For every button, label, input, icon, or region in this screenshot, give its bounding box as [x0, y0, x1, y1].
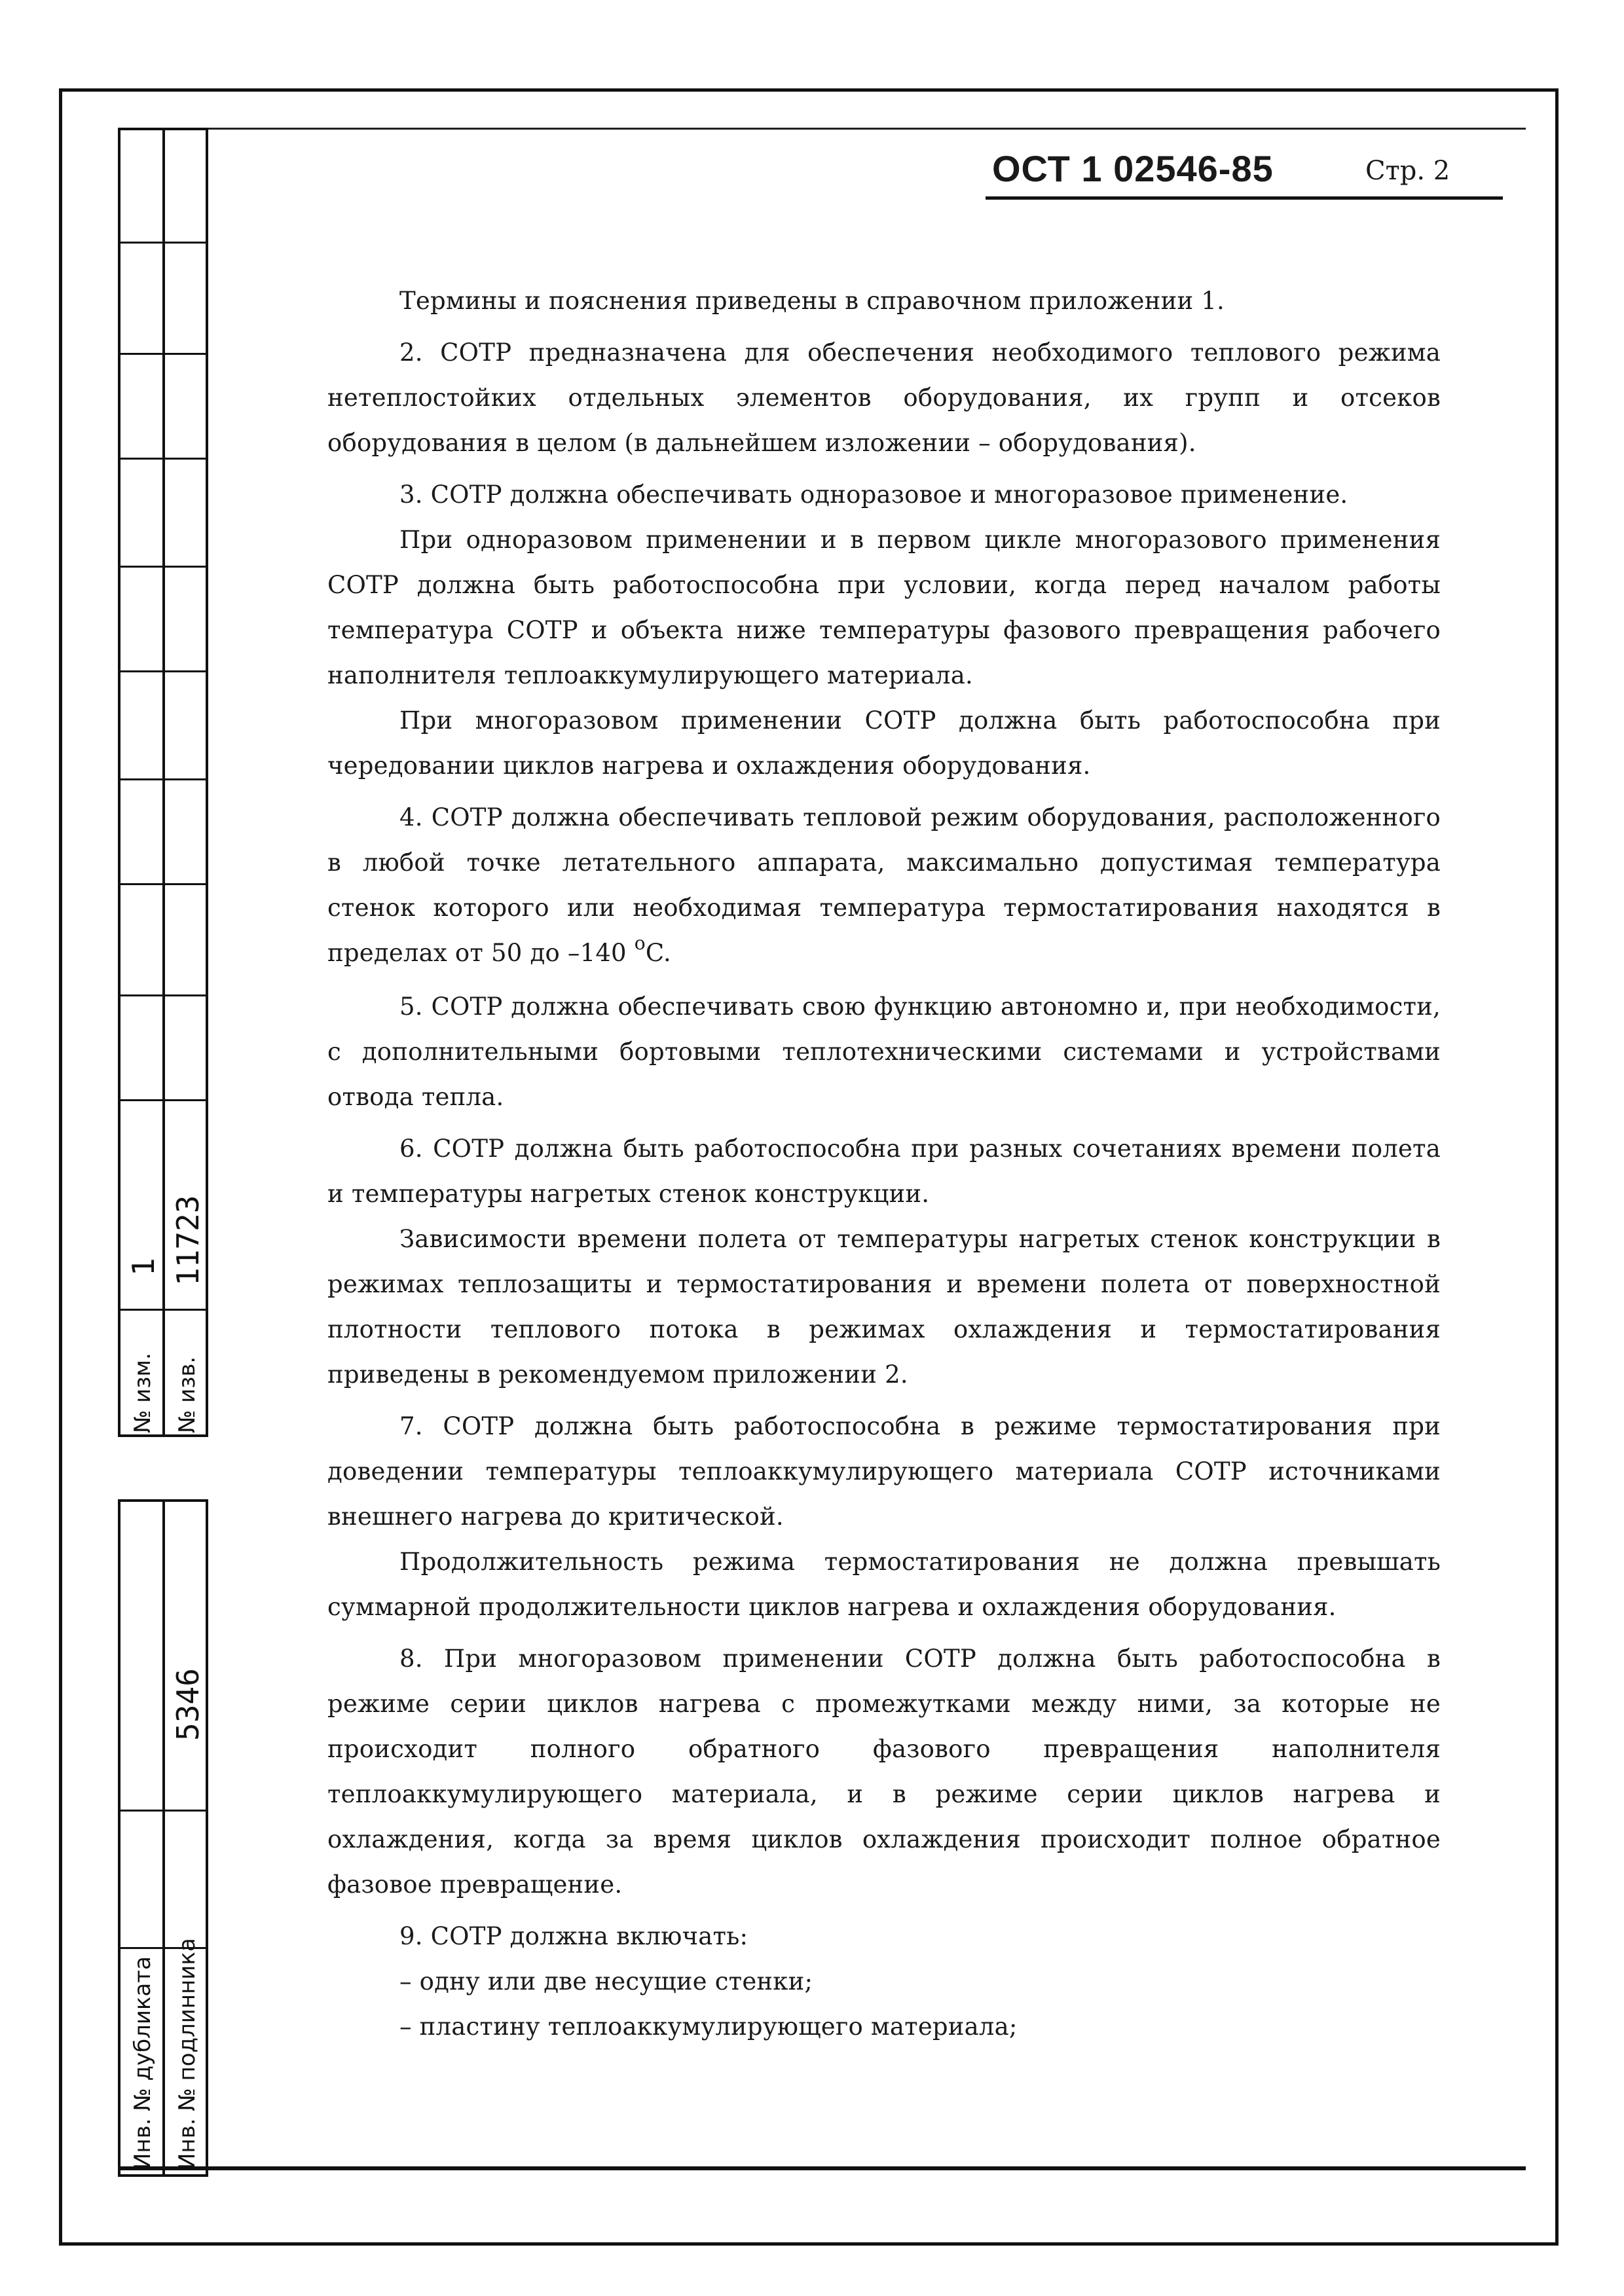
paragraph: 3. СОТР должна обеспечивать одноразовое и многоразовое применение. — [399, 481, 1348, 509]
side-cell — [120, 670, 206, 672]
orig-inv-label: Инв. № подлинника — [174, 1938, 200, 2170]
side-cell — [120, 458, 206, 460]
side-inventory-block — [118, 1499, 208, 2177]
side-divider — [162, 130, 165, 1434]
side-divider — [162, 1502, 165, 2174]
page-number: Стр. 2 — [1365, 156, 1450, 186]
paragraph-text: 4. СОТР должна обеспечивать тепловой режим оборудования, расположенного в любой точке летательного аппарата, максимально допустимая температура стенок которого или необходимая температура термостатирования находятся в пределах от 50 до –140 — [327, 803, 1441, 967]
notice-no-label: № изв. — [174, 1356, 200, 1433]
paragraph: 9. СОТР должна включать: — [399, 1922, 748, 1950]
side-cell — [120, 778, 206, 780]
paragraph: При многоразовом применении СОТР должна быть работоспособна при чередовании циклов нагрева и охлаждения оборудования. — [327, 706, 1441, 780]
paragraph: 6. СОТР должна быть работоспособна при разных сочетаниях времени полета и температуры нагретых стенок конструкции. — [327, 1135, 1441, 1208]
side-cell — [120, 1810, 206, 1812]
paragraph: 5. СОТР должна обеспечивать свою функцию автономно и, при необходимости, с дополнительными бортовыми теплотехническими системами и устройствами отвода тепла. — [327, 993, 1441, 1111]
side-cell — [120, 994, 206, 996]
paragraph — [327, 795, 1441, 977]
notice-no-value: 11723 — [170, 1195, 206, 1286]
paragraph: 2. СОТР предназначена для обеспечения необходимого теплового режима нетеплостойких отдельных элементов оборудования, их групп и отсеков оборудования в целом (в дальнейшем изложении – оборудования). — [327, 338, 1441, 457]
document-code: ОСТ 1 02546-85 — [992, 148, 1274, 189]
paragraph: Зависимости времени полета от температуры нагретых стенок конструкции в режимах теплозащиты и термостатирования и времени полета от поверхностной плотности теплового потока в режимах охлаждения и термостатирования приведены в рекомендуемом приложении 2. — [327, 1225, 1441, 1389]
change-no-value: 1 — [126, 1258, 161, 1276]
side-cell — [120, 883, 206, 885]
side-cell — [120, 1099, 206, 1101]
paragraph: При одноразовом применении и в первом цикле многоразового применения СОТР должна быть работоспособна при условии, когда перед началом работы температура СОТР и объекта ниже температуры фазового превращения рабочего наполнителя теплоаккумулирующего материала. — [327, 526, 1441, 689]
degree-sign: o — [634, 932, 646, 954]
side-cell — [120, 1309, 206, 1311]
dup-inv-label: Инв. № дубликата — [130, 1956, 156, 2170]
paragraph: 7. СОТР должна быть работоспособна в режиме термостатирования при доведении температуры теплоаккумулирующего материала СОТР источниками внешнего нагрева до критической. — [327, 1412, 1441, 1531]
document-body — [327, 262, 1441, 2049]
header-underline — [986, 196, 1503, 200]
orig-inv-value: 5346 — [170, 1668, 206, 1741]
side-cell — [120, 242, 206, 244]
list-item: – одну или две несущие стенки; — [399, 1967, 813, 1995]
side-change-block — [118, 128, 208, 1437]
paragraph: Термины и пояснения приведены в справочном приложении 1. — [399, 287, 1225, 315]
side-cell — [120, 566, 206, 568]
side-cell — [120, 353, 206, 355]
paragraph: Продолжительность режима термостатирования не должна превышать суммарной продолжительности циклов нагрева и охлаждения оборудования. — [327, 1548, 1441, 1621]
paragraph: 8. При многоразовом применении СОТР должна быть работоспособна в режиме серии циклов нагрева с промежутками между ними, за которые не происходит полного обратного фазового превращения наполнителя теплоаккумулирующего материала, и в режиме серии циклов нагрева и охлаждения, когда за время циклов охлаждения происходит полное обратное фазовое превращение. — [327, 1645, 1441, 1899]
list-item: – пластину теплоаккумулирующего материала; — [399, 2013, 1018, 2041]
unit-celsius: C. — [645, 939, 671, 967]
change-no-label: № изм. — [130, 1353, 156, 1433]
